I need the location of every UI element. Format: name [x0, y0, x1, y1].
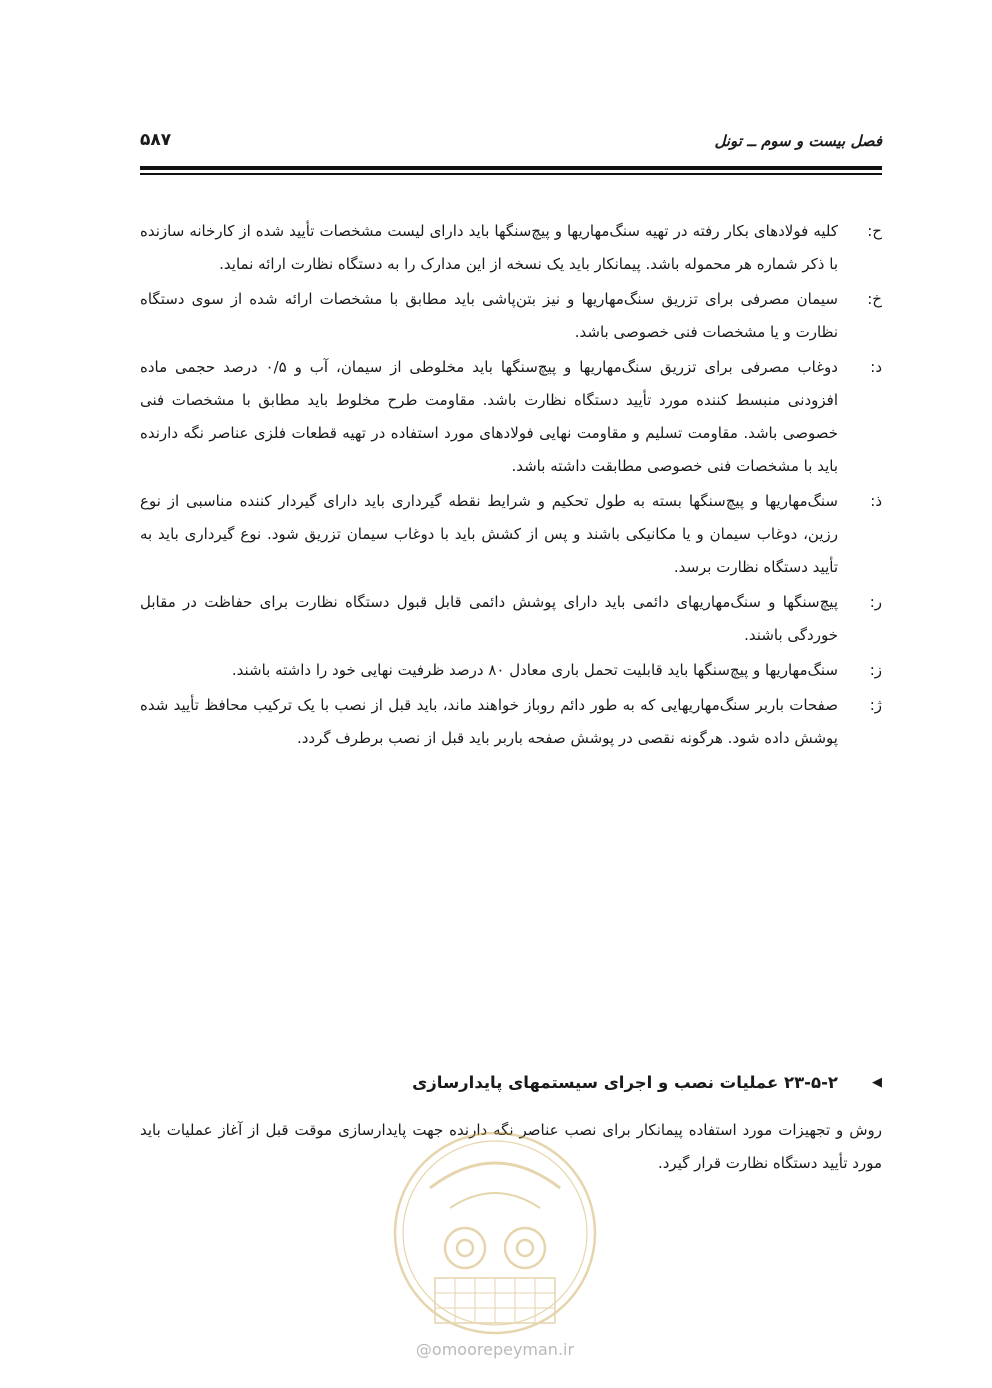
item-label: ح:: [867, 222, 882, 240]
item-text: پیچ‌سنگها و سنگ‌مهاریهای دائمی باید دارای پوشش دائمی قابل قبول دستگاه نظارت برای حفاظت در مقابل خوردگی باشند.: [140, 593, 838, 644]
page-header: [140, 128, 882, 158]
list-item: [140, 689, 882, 755]
list-item: [140, 283, 882, 349]
requirements-list: [140, 215, 882, 757]
item-label: ذ:: [870, 492, 882, 510]
item-text: کلیه فولادهای بکار رفته در تهیه سنگ‌مهاریها و پیچ‌سنگها باید دارای لیست مشخصات تأیید شده از کارخانه سازنده با ذکر شماره هر محموله باشد. پیمانکار باید یک نسخه از این مدارک را به دستگاه نظارت ارائه نماید.: [140, 222, 838, 273]
header-rule-thin: [140, 173, 882, 175]
item-label: ژ:: [869, 696, 882, 714]
list-item: [140, 485, 882, 584]
item-text: سیمان مصرفی برای تزریق سنگ‌مهاریها و نیز بتن‌پاشی باید مطابق با مشخصات ارائه شده از سوی دستگاه نظارت و یا مشخصات فنی خصوصی باشد.: [140, 290, 838, 341]
watermark-url: @omoorepeyman.ir: [415, 1340, 575, 1359]
item-text: دوغاب مصرفی برای تزریق سنگ‌مهاریها و پیچ‌سنگها باید مخلوطی از سیمان، آب و ۰/۵ درصد حجمی ماده افزودنی منبسط کننده مورد تأیید دستگاه نظارت باشد. مقاومت طرح مخلوط باید مطابق با مشخصات فنی خصوصی باشد. مقاومت تسلیم و مقاومت نهایی فولادهای مورد استفاده در تهیه قطعات فلزی عناصر نگه دارنده باید با مشخصات فنی خصوصی مطابقت داشته باشد.: [140, 358, 838, 475]
item-label: خ:: [867, 290, 882, 308]
item-label: ر:: [869, 593, 882, 611]
section-heading: [140, 1066, 882, 1100]
item-text: صفحات باربر سنگ‌مهاریهایی که به طور دائم روباز خواهند ماند، باید قبل از نصب با یک ترکیب محافظ تأیید شده پوشش داده شود. هرگونه نقصی در پوشش صفحه باربر باید قبل از نصب برطرف گردد.: [140, 696, 838, 747]
item-label: ز:: [869, 661, 882, 679]
list-item: [140, 654, 882, 687]
list-item: [140, 215, 882, 281]
page-number: ۵۸۷: [140, 130, 172, 150]
item-text: سنگ‌مهاریها و پیچ‌سنگها بسته به طول تحکیم و شرایط نقطه گیرداری باید دارای گیردار کننده مناسبی از نوع رزین، دوغاب سیمان و یا مکانیکی باشند و پس از کشش باید با دوغاب سیمان تزریق شود. نوع گیرداری باید به تأیید دستگاه نظارت برسد.: [140, 492, 838, 576]
item-label: د:: [870, 358, 882, 376]
section-body: روش و تجهیزات مورد استفاده پیمانکار برای نصب عناصر نگه دارنده جهت پایدارسازی موقت قبل از آغاز عملیات باید مورد تأیید دستگاه نظارت قرار گیرد.: [140, 1121, 882, 1172]
list-item: [140, 586, 882, 652]
list-item: [140, 351, 882, 483]
running-title: فصل بیست و سوم ــ تونل: [714, 132, 882, 150]
item-text: سنگ‌مهاریها و پیچ‌سنگها باید قابلیت تحمل باری معادل ۸۰ درصد ظرفیت نهایی خود را داشته باشند.: [231, 661, 838, 679]
header-rule-thick: [140, 166, 882, 170]
triangle-bullet-icon: ◀: [872, 1075, 882, 1090]
section-title: ۲۳-۵-۲ عملیات نصب و اجرای سیستمهای پایدارسازی: [412, 1073, 838, 1092]
